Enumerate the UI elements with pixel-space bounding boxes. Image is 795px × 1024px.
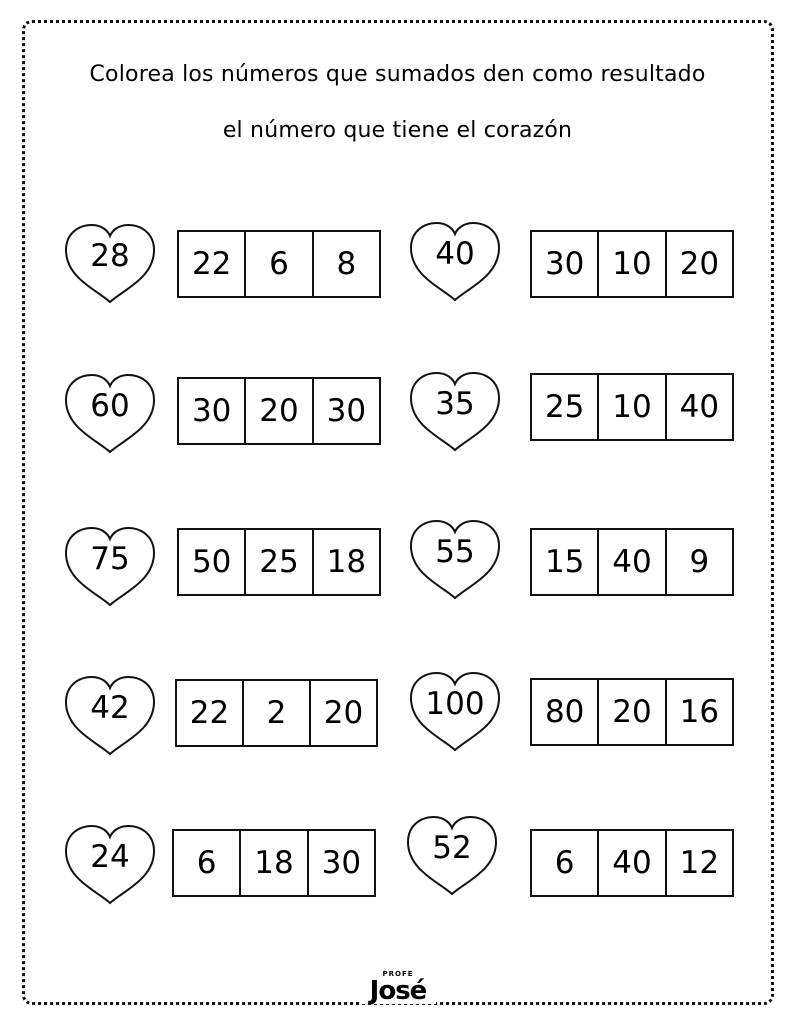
heart bbox=[62, 823, 158, 905]
heart bbox=[62, 674, 158, 756]
heart-target-number: 75 bbox=[90, 541, 130, 577]
number-cell[interactable]: 20 bbox=[665, 232, 732, 296]
number-cell[interactable]: 6 bbox=[554, 845, 575, 881]
number-cell[interactable]: 10 bbox=[597, 232, 664, 296]
number-cell[interactable]: 40 bbox=[597, 530, 664, 594]
heart bbox=[407, 670, 503, 752]
heart bbox=[407, 220, 503, 302]
number-cell[interactable]: 25 bbox=[244, 530, 311, 594]
number-cell[interactable]: 8 bbox=[312, 232, 379, 296]
number-cell[interactable]: 20 bbox=[309, 681, 376, 745]
number-cell[interactable]: 9 bbox=[665, 530, 732, 594]
number-cell[interactable]: 18 bbox=[239, 831, 306, 895]
number-boxes bbox=[177, 230, 381, 298]
number-boxes bbox=[530, 230, 734, 298]
number-cell[interactable]: 12 bbox=[665, 831, 732, 895]
heart bbox=[62, 372, 158, 454]
heart bbox=[404, 814, 500, 896]
number-boxes bbox=[530, 678, 734, 746]
number-cell[interactable]: 30 bbox=[544, 246, 585, 282]
number-cell[interactable]: 16 bbox=[665, 680, 732, 744]
number-boxes bbox=[530, 373, 734, 441]
number-cell[interactable]: 18 bbox=[312, 530, 379, 594]
number-cell[interactable]: 20 bbox=[244, 379, 311, 443]
number-cell[interactable]: 40 bbox=[665, 375, 732, 439]
heart-target-number: 42 bbox=[90, 690, 130, 726]
heart bbox=[407, 370, 503, 452]
instruction-line-1: Colorea los números que sumados den como resultado bbox=[89, 62, 706, 87]
number-cell[interactable]: 30 bbox=[312, 379, 379, 443]
number-cell[interactable]: 10 bbox=[597, 375, 664, 439]
instruction-line-2: el número que tiene el corazón bbox=[222, 118, 573, 143]
number-boxes bbox=[530, 829, 734, 897]
heart-target-number: 24 bbox=[90, 839, 130, 875]
number-cell[interactable]: 30 bbox=[307, 831, 374, 895]
heart bbox=[62, 222, 158, 304]
number-cell[interactable]: 20 bbox=[597, 680, 664, 744]
number-boxes bbox=[177, 528, 381, 596]
profe-jose-logo bbox=[360, 970, 436, 1004]
number-cell[interactable]: 2 bbox=[242, 681, 309, 745]
number-boxes bbox=[177, 377, 381, 445]
heart-target-number: 52 bbox=[432, 830, 472, 866]
number-cell[interactable]: 6 bbox=[244, 232, 311, 296]
heart-target-number: 55 bbox=[435, 534, 475, 570]
number-cell[interactable]: 6 bbox=[196, 845, 217, 881]
heart-target-number: 60 bbox=[90, 388, 130, 424]
heart bbox=[62, 525, 158, 607]
number-cell[interactable]: 15 bbox=[544, 544, 585, 580]
number-cell[interactable]: 50 bbox=[191, 544, 232, 580]
number-boxes bbox=[530, 528, 734, 596]
heart bbox=[407, 518, 503, 600]
heart-target-number: 100 bbox=[425, 686, 485, 722]
number-cell[interactable]: 30 bbox=[191, 393, 232, 429]
number-cell[interactable]: 22 bbox=[189, 695, 230, 731]
heart-target-number: 35 bbox=[435, 386, 475, 422]
number-cell[interactable]: 22 bbox=[191, 246, 232, 282]
heart-target-number: 40 bbox=[435, 236, 475, 272]
logo-name-text: José bbox=[369, 976, 427, 1006]
number-cell[interactable]: 80 bbox=[544, 694, 585, 730]
logo-top-text: PROFE bbox=[382, 970, 414, 978]
number-cell[interactable]: 40 bbox=[597, 831, 664, 895]
number-boxes bbox=[172, 829, 376, 897]
heart-target-number: 28 bbox=[90, 238, 130, 274]
number-boxes bbox=[175, 679, 378, 747]
number-cell[interactable]: 25 bbox=[544, 389, 585, 425]
